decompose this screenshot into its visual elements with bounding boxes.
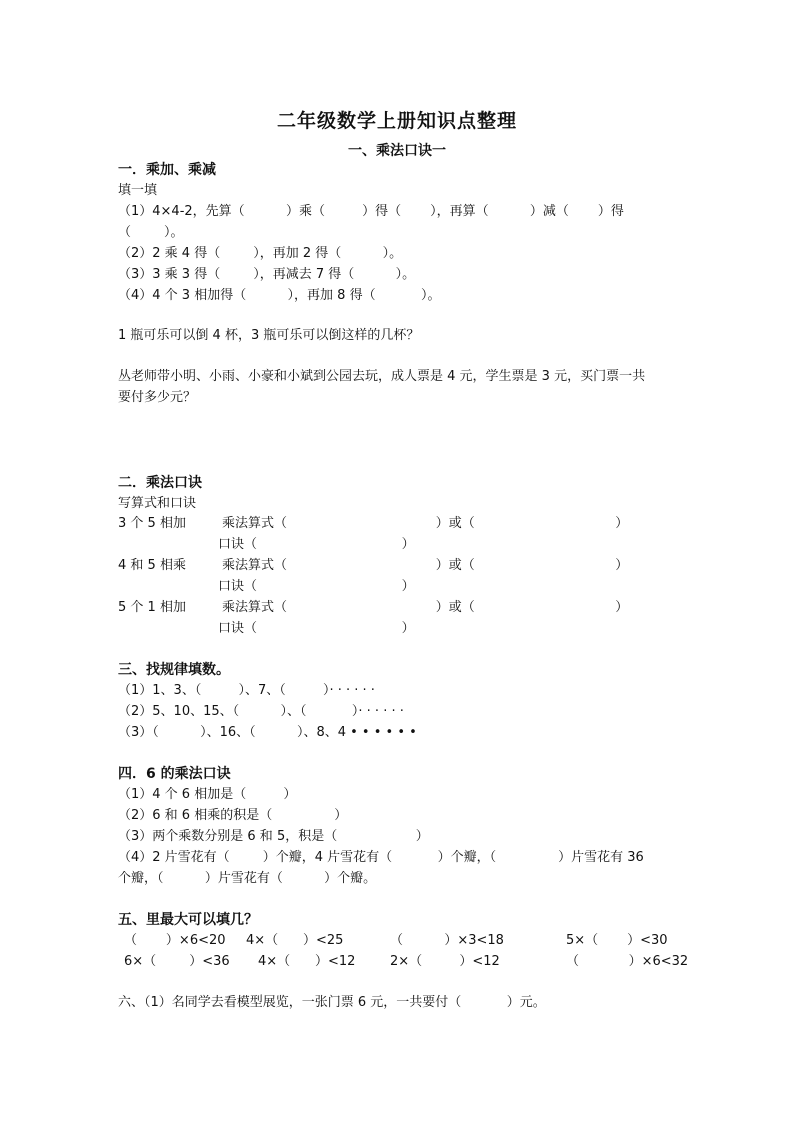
s1-q4: （4）4 个 3 相加得（ ），再加 8 得（ ）。: [118, 288, 441, 303]
s2-row-2-label: 4 和 5 相乘: [118, 558, 186, 573]
s2-row-1-label: 3 个 5 相加: [118, 516, 186, 531]
s5-r2-c4: （ ）×6<32: [566, 954, 689, 969]
s2-row-2-rhyme: 口诀（ ）: [218, 579, 415, 594]
s3-q3: （3）（ ）、16、（ ）、8、4 • • • • • •: [118, 725, 417, 740]
s5-r2-c1: 6×（ ）<36: [124, 954, 230, 969]
s1-q2: （2）2 乘 4 得（ ），再加 2 得（ ）。: [118, 246, 403, 261]
s5-r1-c4: 5×（ ）<30: [566, 933, 668, 948]
s5-r2-c3: 2×（ ）<12: [390, 954, 500, 969]
s4-q1: （1）4 个 6 相加是（ ）: [118, 787, 297, 802]
section-2-heading: 二．乘法口诀: [118, 475, 202, 491]
s1-problem-2-line2: 要付多少元？: [118, 390, 197, 405]
s1-problem-1: 1 瓶可乐可以倒 4 杯，3 瓶可乐可以倒这样的几杯？: [118, 328, 420, 343]
s2-row-1-formula: 乘法算式（ ）或（ ）: [222, 516, 629, 531]
section-3-heading: 三、找规律填数。: [118, 662, 230, 678]
section-5-heading: 五、里最大可以填几？: [118, 912, 258, 928]
section-1-heading: 一．乘加、乘减: [118, 162, 216, 178]
s4-q2: （2）6 和 6 相乘的积是（ ）: [118, 808, 348, 823]
s4-q4-line1: （4）2 片雪花有（ ）个瓣，4 片雪花有（ ）个瓣，（ ）片雪花有 36: [118, 850, 644, 865]
s1-problem-2-line1: 丛老师带小明、小雨、小豪和小斌到公园去玩，成人票是 4 元，学生票是 3 元，买门票一共: [118, 369, 646, 384]
s2-row-3-rhyme: 口诀（ ）: [218, 621, 415, 636]
s6-line: 六、（1）名同学去看模型展览，一张门票 6 元，一共要付（ ）元。: [118, 995, 546, 1010]
page-subtitle: 一、乘法口诀一: [348, 143, 446, 159]
page-title: 二年级数学上册知识点整理: [276, 110, 517, 132]
s2-row-3-formula: 乘法算式（ ）或（ ）: [222, 600, 629, 615]
s1-q1-line2: （ ）。: [118, 225, 184, 240]
s2-row-1-rhyme: 口诀（ ）: [218, 537, 415, 552]
s2-row-3-label: 5 个 1 相加: [118, 600, 186, 615]
section-1-sub: 填一填: [118, 183, 158, 198]
s5-r1-c1: （ ）×6<20: [124, 933, 226, 948]
s4-q4-line2: 个瓣，（ ）片雪花有（ ）个瓣。: [118, 871, 377, 886]
s5-r2-c2: 4×（ ）<12: [258, 954, 356, 969]
s3-q1: （1）1、3、（ ）、7、（ ）· · · · · ·: [118, 683, 375, 698]
s1-q1-line1: （1）4×4-2，先算（ ）乘（ ）得（ ），再算（ ）减（ ）得: [118, 204, 624, 219]
s4-q3: （3）两个乘数分别是 6 和 5，积是（ ）: [118, 829, 429, 844]
s5-r1-c2: 4×（ ）<25: [246, 933, 344, 948]
s5-r1-c3: （ ）×3<18: [390, 933, 504, 948]
section-2-sub: 写算式和口诀: [118, 496, 197, 511]
section-4-heading: 四．6 的乘法口诀: [118, 766, 231, 782]
s2-row-2-formula: 乘法算式（ ）或（ ）: [222, 558, 629, 573]
s3-q2: （2）5、10、15、（ ）、（ ）· · · · · ·: [118, 704, 404, 719]
s1-q3: （3）3 乘 3 得（ ），再减去 7 得（ ）。: [118, 267, 416, 282]
